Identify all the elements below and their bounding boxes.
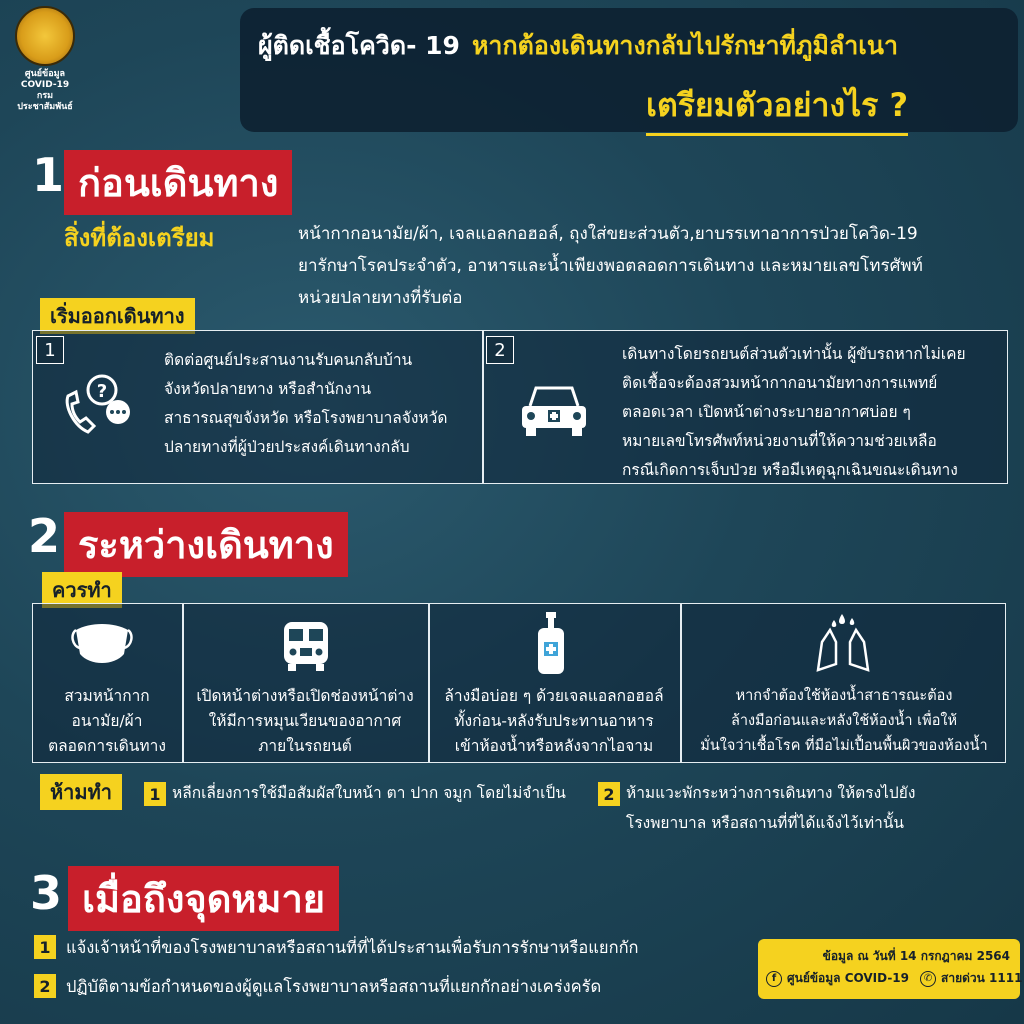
prd-logo: [10, 6, 80, 112]
seal-emblem: [15, 6, 75, 66]
logo-caption: ศูนย์ข้อมูล COVID-19 กรมประชาสัมพันธ์: [17, 69, 73, 112]
step-text: เดินทางโดยรถยนต์ส่วนตัวเท่านั้น ผู้ขับรถหากไม่เคย ติดเชื้อจะต้องสวมหน้ากากอนามัยทางการแพทย์ ตลอดเวลา เปิดหน้าต่างระบายอากาศบ่อย ๆ หมายเลขโทรศัพท์หน่วยงานที่ให้ความช่วยเหลือ กรณีเกิดการเจ็บป่วย หรือมีเหตุฉุกเฉินขณะเดินทาง: [622, 345, 966, 479]
phone-icon: ✆: [920, 971, 936, 987]
car-icon: [516, 378, 592, 442]
step-number: 2: [486, 336, 514, 364]
section1-number: 1: [32, 148, 65, 202]
do-text: ล้างมือบ่อย ๆ ด้วยเจลแอลกอฮอล์ ทั้งก่อน-หลังรับประทานอาหาร เข้าห้องน้ำหรือหลังจากไอจาม: [444, 687, 664, 755]
arrival-number: 1: [34, 935, 56, 959]
do-text: หากจำต้องใช้ห้องน้ำสาธารณะต้อง ล้างมือก่อนและหลังใช้ห้องน้ำ เพื่อให้ มั่นใจว่าเชื้อโรค ที่มือไม่เปื้อนพื้นผิวของห้องน้ำ: [700, 688, 988, 754]
hotline-number: สายด่วน 1111: [941, 971, 1023, 985]
washing-hands-icon: [812, 612, 874, 674]
dont-number: 1: [144, 782, 166, 806]
panel-divider: [482, 330, 484, 484]
dont-number: 2: [598, 782, 620, 806]
prep-list: หน้ากากอนามัย/ผ้า, เจลแอลกอฮอล์, ถุงใส่ขยะส่วนตัว,ยาบรรเทาอาการป่วยโควิด-19 ยารักษาโรคประจำตัว, อาหารและน้ำเพียงพอตลอดการเดินทาง และหมายเลขโทรศัพท์ หน่วยปลายทางที่รับต่อ: [298, 224, 923, 308]
section1-title: ก่อนเดินทาง: [64, 150, 292, 215]
header-title: [258, 26, 1014, 66]
facebook-page: ศูนย์ข้อมูล COVID-19: [787, 971, 910, 985]
dont-label: ห้ามทำ: [40, 774, 122, 810]
facebook-icon: f: [766, 971, 782, 987]
svg-text:?: ?: [96, 381, 108, 402]
header-prefix: ผู้ติดเชื้อโควิด- 19: [258, 31, 460, 60]
sanitizer-bottle-icon: [534, 610, 568, 676]
face-mask-icon: [70, 614, 134, 674]
phone-help-icon: [60, 372, 136, 436]
dont-text: หลีกเลี่ยงการใช้มือสัมผัสใบหน้า ตา ปาก จมูก โดยไม่จำเป็น: [172, 784, 566, 802]
header-question: เตรียมตัวอย่างไร ?: [646, 80, 908, 136]
arrival-number: 2: [34, 974, 56, 998]
section3-number: 3: [30, 866, 63, 920]
do-label: ควรทำ: [42, 572, 122, 608]
header-highlight: หากต้องเดินทางกลับไปรักษาที่ภูมิลำเนา: [471, 31, 898, 60]
arrival-text: ปฏิบัติตามข้อกำหนดของผู้ดูแลโรงพยาบาลหรือสถานที่แยกกักอย่างเคร่งครัด: [66, 977, 602, 996]
prep-label: สิ่งที่ต้องเตรียม: [64, 224, 215, 252]
section2-number: 2: [28, 509, 61, 563]
dont-text: ห้ามแวะพักระหว่างการเดินทาง ให้ตรงไปยัง โรงพยาบาล หรือสถานที่ที่ได้แจ้งไว้เท่านั้น: [626, 784, 916, 832]
start-journey-label: เริ่มออกเดินทาง: [40, 298, 195, 334]
do-text: สวมหน้ากาก อนามัย/ผ้า ตลอดการเดินทาง: [48, 687, 166, 755]
step-number: 1: [36, 336, 64, 364]
do-text: เปิดหน้าต่างหรือเปิดช่องหน้าต่าง ให้มีการหมุนเวียนของอากาศ ภายในรถยนต์: [196, 687, 414, 755]
source-box: [758, 939, 1023, 999]
source-date: ข้อมูล ณ วันที่ 14 กรกฎาคม 2564: [822, 949, 1010, 963]
section3-title: เมื่อถึงจุดหมาย: [68, 866, 339, 931]
section2-title: ระหว่างเดินทาง: [64, 512, 348, 577]
van-window-icon: [280, 618, 332, 674]
source-contacts: [766, 969, 1022, 988]
step-text: ติดต่อศูนย์ประสานงานรับคนกลับบ้าน จังหวัดปลายทาง หรือสำนักงาน สาธารณสุขจังหวัด หรือโรงพยาบาลจังหวัด ปลายทางที่ผู้ป่วยประสงค์เดินทางกลับ: [164, 351, 448, 456]
arrival-text: แจ้งเจ้าหน้าที่ของโรงพยาบาลหรือสถานที่ที่ได้ประสานเพื่อรับการรักษาหรือแยกกัก: [66, 938, 639, 957]
